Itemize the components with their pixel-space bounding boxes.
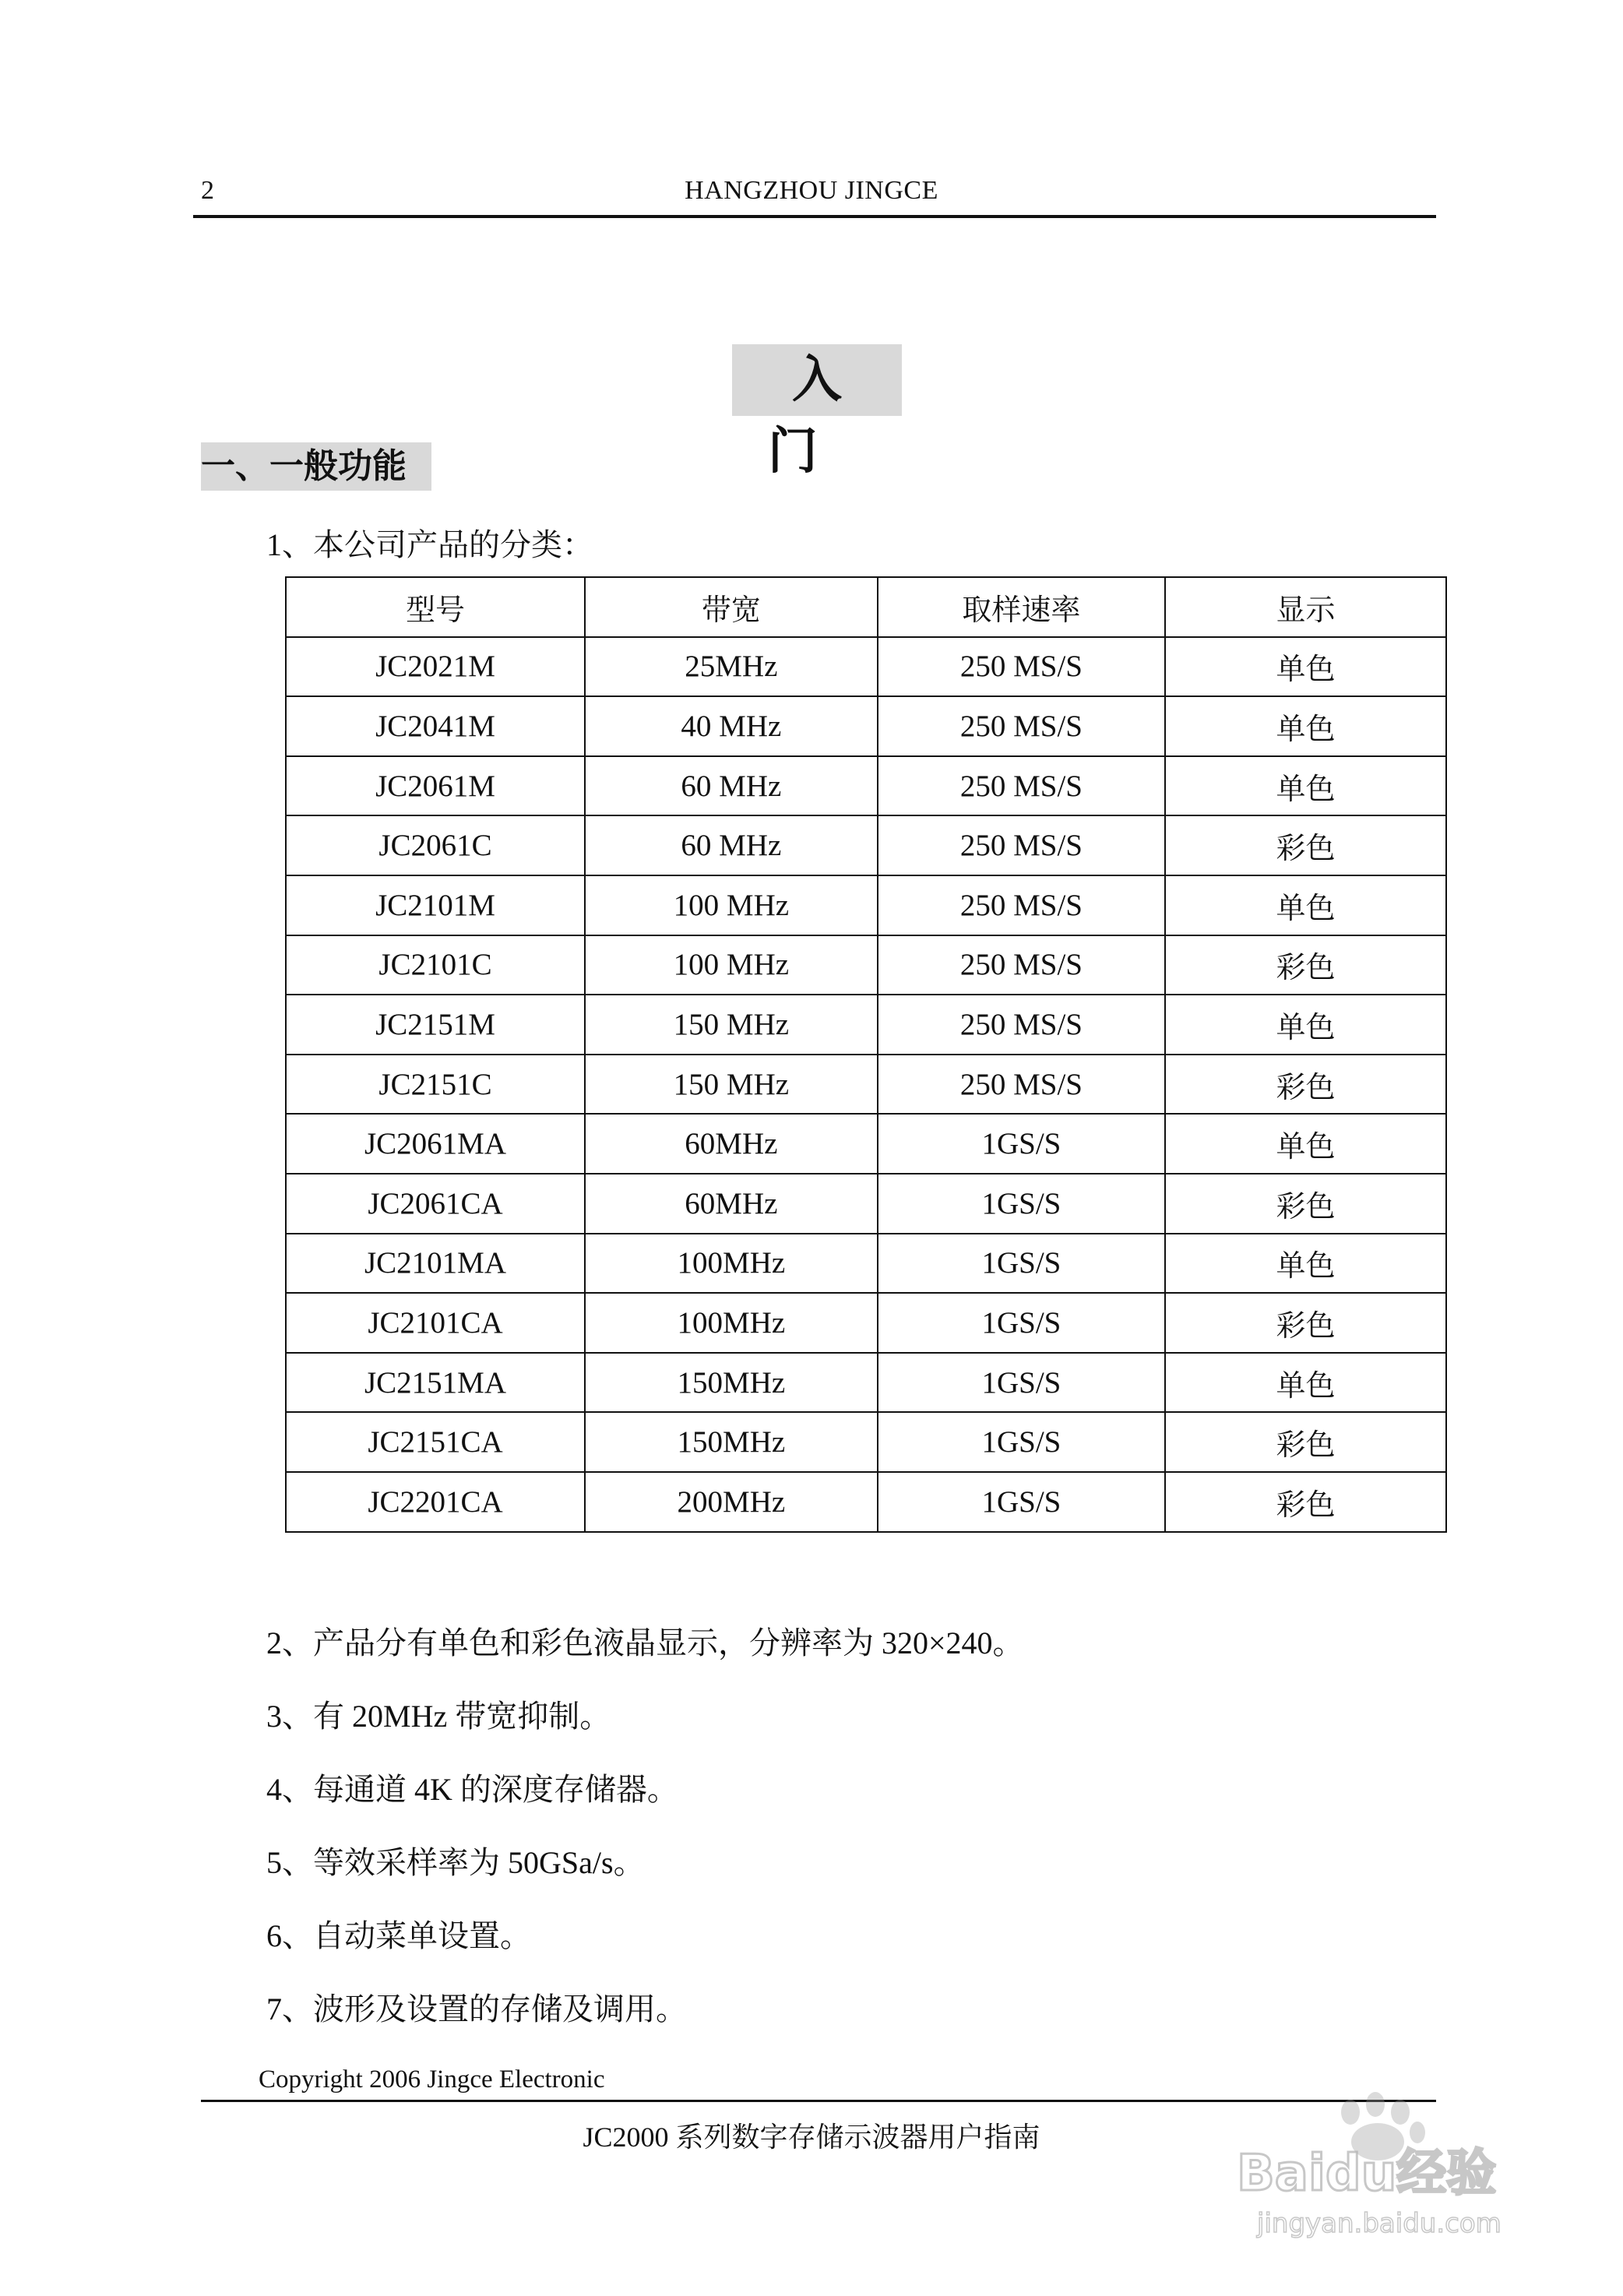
header-bandwidth: 带宽 (585, 577, 878, 637)
cell-display: 单色 (1165, 995, 1446, 1055)
cell-sample-rate: 1GS/S (878, 1174, 1165, 1234)
list-item-6: 6、自动菜单设置。 (266, 1918, 531, 1953)
page-title: 入门 (768, 351, 890, 481)
table-row (286, 995, 1446, 1055)
cell-display: 彩色 (1165, 815, 1446, 875)
cell-bandwidth: 150 MHz (585, 1055, 878, 1115)
cell-bandwidth: 100 MHz (585, 935, 878, 995)
cell-model: JC2101MA (286, 1234, 585, 1294)
cell-bandwidth: 150 MHz (585, 995, 878, 1055)
header-company: HANGZHOU JINGCE (685, 176, 938, 205)
table-row (286, 815, 1446, 875)
table-header-row (286, 577, 1446, 637)
cell-bandwidth: 60MHz (585, 1174, 878, 1234)
list-item-1: 1、本公司产品的分类： (266, 527, 593, 562)
cell-display: 单色 (1165, 696, 1446, 756)
table-row (286, 1472, 1446, 1532)
cell-model: JC2021M (286, 637, 585, 697)
cell-bandwidth: 40 MHz (585, 696, 878, 756)
cell-bandwidth: 60 MHz (585, 815, 878, 875)
cell-display: 彩色 (1165, 1293, 1446, 1353)
header-model: 型号 (286, 577, 585, 637)
table-row (286, 1412, 1446, 1472)
cell-model: JC2101CA (286, 1293, 585, 1353)
cell-sample-rate: 250 MS/S (878, 815, 1165, 875)
watermark-brand: Baidu经验 (1237, 2145, 1497, 2203)
header-rule (193, 215, 1436, 218)
cell-model: JC2061M (286, 756, 585, 816)
cell-sample-rate: 250 MS/S (878, 1055, 1165, 1115)
cell-sample-rate: 1GS/S (878, 1293, 1165, 1353)
list-item-7: 7、波形及设置的存储及调用。 (266, 1991, 687, 2027)
cell-sample-rate: 1GS/S (878, 1472, 1165, 1532)
table-row (286, 1293, 1446, 1353)
cell-bandwidth: 150MHz (585, 1412, 878, 1472)
cell-display: 单色 (1165, 637, 1446, 697)
cell-sample-rate: 250 MS/S (878, 995, 1165, 1055)
table-row (286, 696, 1446, 756)
cell-sample-rate: 250 MS/S (878, 756, 1165, 816)
cell-model: JC2061C (286, 815, 585, 875)
cell-sample-rate: 1GS/S (878, 1234, 1165, 1294)
cell-display: 单色 (1165, 875, 1446, 935)
cell-sample-rate: 250 MS/S (878, 935, 1165, 995)
table-row (286, 935, 1446, 995)
header-sample-rate: 取样速率 (878, 577, 1165, 637)
cell-model: JC2151C (286, 1055, 585, 1115)
list-item-2: 2、产品分有单色和彩色液晶显示，分辨率为 320×240。 (266, 1625, 1024, 1660)
page-number: 2 (201, 176, 214, 205)
table-row (286, 756, 1446, 816)
cell-model: JC2041M (286, 696, 585, 756)
cell-model: JC2101M (286, 875, 585, 935)
cell-display: 彩色 (1165, 1174, 1446, 1234)
cell-bandwidth: 150MHz (585, 1353, 878, 1413)
table-row (286, 637, 1446, 697)
cell-model: JC2151M (286, 995, 585, 1055)
cell-sample-rate: 1GS/S (878, 1114, 1165, 1174)
table-row (286, 1234, 1446, 1294)
baidu-watermark (1226, 2087, 1522, 2243)
cell-model: JC2201CA (286, 1472, 585, 1532)
list-item-4: 4、每通道 4K 的深度存储器。 (266, 1772, 678, 1807)
cell-bandwidth: 60MHz (585, 1114, 878, 1174)
cell-bandwidth: 100MHz (585, 1293, 878, 1353)
cell-model: JC2151CA (286, 1412, 585, 1472)
cell-sample-rate: 1GS/S (878, 1353, 1165, 1413)
table-row (286, 875, 1446, 935)
table-row (286, 1174, 1446, 1234)
cell-model: JC2061CA (286, 1174, 585, 1234)
cell-bandwidth: 100MHz (585, 1234, 878, 1294)
cell-display: 彩色 (1165, 1472, 1446, 1532)
section-heading: 一、一般功能 (201, 446, 407, 486)
cell-model: JC2101C (286, 935, 585, 995)
table-row (286, 1055, 1446, 1115)
cell-display: 彩色 (1165, 1412, 1446, 1472)
cell-display: 单色 (1165, 756, 1446, 816)
watermark-url: jingyan.baidu.com (1257, 2208, 1502, 2239)
table-row (286, 1114, 1446, 1174)
product-table (285, 576, 1447, 1533)
cell-bandwidth: 25MHz (585, 637, 878, 697)
cell-bandwidth: 200MHz (585, 1472, 878, 1532)
cell-sample-rate: 250 MS/S (878, 637, 1165, 697)
cell-display: 彩色 (1165, 935, 1446, 995)
cell-display: 单色 (1165, 1234, 1446, 1294)
footer-copyright: Copyright 2006 Jingce Electronic (259, 2065, 605, 2094)
cell-display: 单色 (1165, 1114, 1446, 1174)
cell-sample-rate: 250 MS/S (878, 875, 1165, 935)
cell-sample-rate: 1GS/S (878, 1412, 1165, 1472)
cell-model: JC2151MA (286, 1353, 585, 1413)
cell-sample-rate: 250 MS/S (878, 696, 1165, 756)
table-row (286, 1353, 1446, 1413)
list-item-3: 3、有 20MHz 带宽抑制。 (266, 1699, 611, 1734)
cell-bandwidth: 60 MHz (585, 756, 878, 816)
header-display: 显示 (1165, 577, 1446, 637)
footer-doc-title: JC2000 系列数字存储示波器用户指南 (583, 2122, 1040, 2153)
cell-display: 单色 (1165, 1353, 1446, 1413)
cell-display: 彩色 (1165, 1055, 1446, 1115)
cell-bandwidth: 100 MHz (585, 875, 878, 935)
list-item-5: 5、等效采样率为 50GSa/s。 (266, 1845, 645, 1880)
cell-model: JC2061MA (286, 1114, 585, 1174)
